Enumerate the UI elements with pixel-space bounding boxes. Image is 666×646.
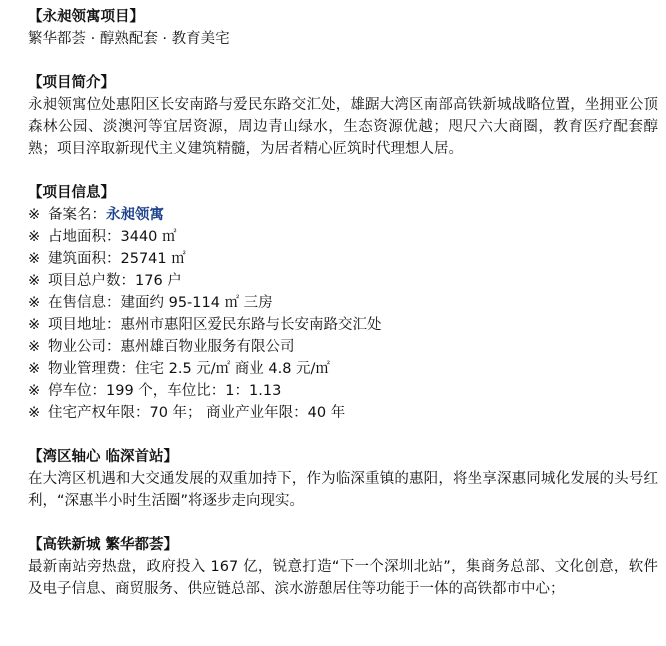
document-page bbox=[28, 6, 658, 600]
reference-mark-icon: ※ bbox=[28, 251, 41, 267]
project-tagline: 繁华都荟 · 醇熟配套 · 教育美宅 bbox=[28, 31, 230, 47]
info-item bbox=[28, 248, 658, 270]
info-section bbox=[28, 182, 658, 424]
reference-mark-icon: ※ bbox=[28, 383, 41, 399]
info-item-text: 住宅产权年限：70 年； 商业产业年限：40 年 bbox=[48, 405, 346, 421]
reference-mark-icon: ※ bbox=[28, 207, 41, 223]
info-item-text: 项目总户数：176 户 bbox=[48, 273, 182, 289]
reference-mark-icon: ※ bbox=[28, 317, 41, 333]
rail-paragraph: 最新南站旁热盘，政府投入 167 亿，锐意打造“下一个深圳北站”，集商务总部、文化创意，软件及电子信息、商贸服务、供应链总部、滨水游憩居住等功能于一体的高铁都市中心； bbox=[28, 559, 658, 597]
info-item bbox=[28, 336, 658, 358]
info-item bbox=[28, 402, 658, 424]
intro-section bbox=[28, 72, 658, 160]
info-item-text: 占地面积：3440 ㎡ bbox=[48, 229, 177, 245]
rail-heading: 【高铁新城 繁华都荟】 bbox=[28, 537, 179, 553]
spacer bbox=[28, 424, 658, 446]
info-item-text: 在售信息：建面约 95-114 ㎡ 三房 bbox=[48, 295, 273, 311]
rail-section bbox=[28, 534, 658, 600]
reference-mark-icon: ※ bbox=[28, 295, 41, 311]
project-section bbox=[28, 6, 658, 50]
info-heading: 【项目信息】 bbox=[28, 185, 115, 201]
info-item-record-name bbox=[28, 204, 658, 226]
info-item bbox=[28, 270, 658, 292]
info-item bbox=[28, 358, 658, 380]
info-item-text: 物业管理费：住宅 2.5 元/㎡ 商业 4.8 元/㎡ bbox=[48, 361, 330, 377]
reference-mark-icon: ※ bbox=[28, 405, 41, 421]
record-name-value: 永昶领寓 bbox=[106, 207, 164, 223]
info-item-text: 物业公司：惠州雄百物业服务有限公司 bbox=[48, 339, 295, 355]
info-item-text: 停车位：199 个，车位比：1：1.13 bbox=[48, 383, 282, 399]
info-item-text: 建筑面积：25741 ㎡ bbox=[48, 251, 186, 267]
bay-paragraph: 在大湾区机遇和大交通发展的双重加持下，作为临深重镇的惠阳，将坐享深惠同城化发展的头号红利，“深惠半小时生活圈”将逐步走向现实。 bbox=[28, 471, 658, 509]
info-item bbox=[28, 226, 658, 248]
spacer bbox=[28, 160, 658, 182]
record-name-label: 备案名： bbox=[48, 207, 106, 223]
bay-heading: 【湾区轴心 临深首站】 bbox=[28, 449, 179, 465]
reference-mark-icon: ※ bbox=[28, 339, 41, 355]
project-heading: 【永昶领寓项目】 bbox=[28, 9, 144, 25]
intro-heading: 【项目简介】 bbox=[28, 75, 115, 91]
info-item bbox=[28, 380, 658, 402]
spacer bbox=[28, 512, 658, 534]
info-item-text: 项目地址：惠州市惠阳区爱民东路与长安南路交汇处 bbox=[48, 317, 382, 333]
reference-mark-icon: ※ bbox=[28, 361, 41, 377]
reference-mark-icon: ※ bbox=[28, 273, 41, 289]
intro-paragraph: 永昶领寓位处惠阳区长安南路与爱民东路交汇处，雄踞大湾区南部高铁新城战略位置，坐拥亚公顶森林公园、淡澳河等宜居资源，周边青山绿水，生态资源优越；咫尺六大商圈，教育医疗配套醇熟；项目淬取新现代主义建筑精髓，为居者精心匠筑时代理想人居。 bbox=[28, 97, 658, 157]
info-item bbox=[28, 292, 658, 314]
spacer bbox=[28, 50, 658, 72]
reference-mark-icon: ※ bbox=[28, 229, 41, 245]
bay-section bbox=[28, 446, 658, 512]
info-item bbox=[28, 314, 658, 336]
